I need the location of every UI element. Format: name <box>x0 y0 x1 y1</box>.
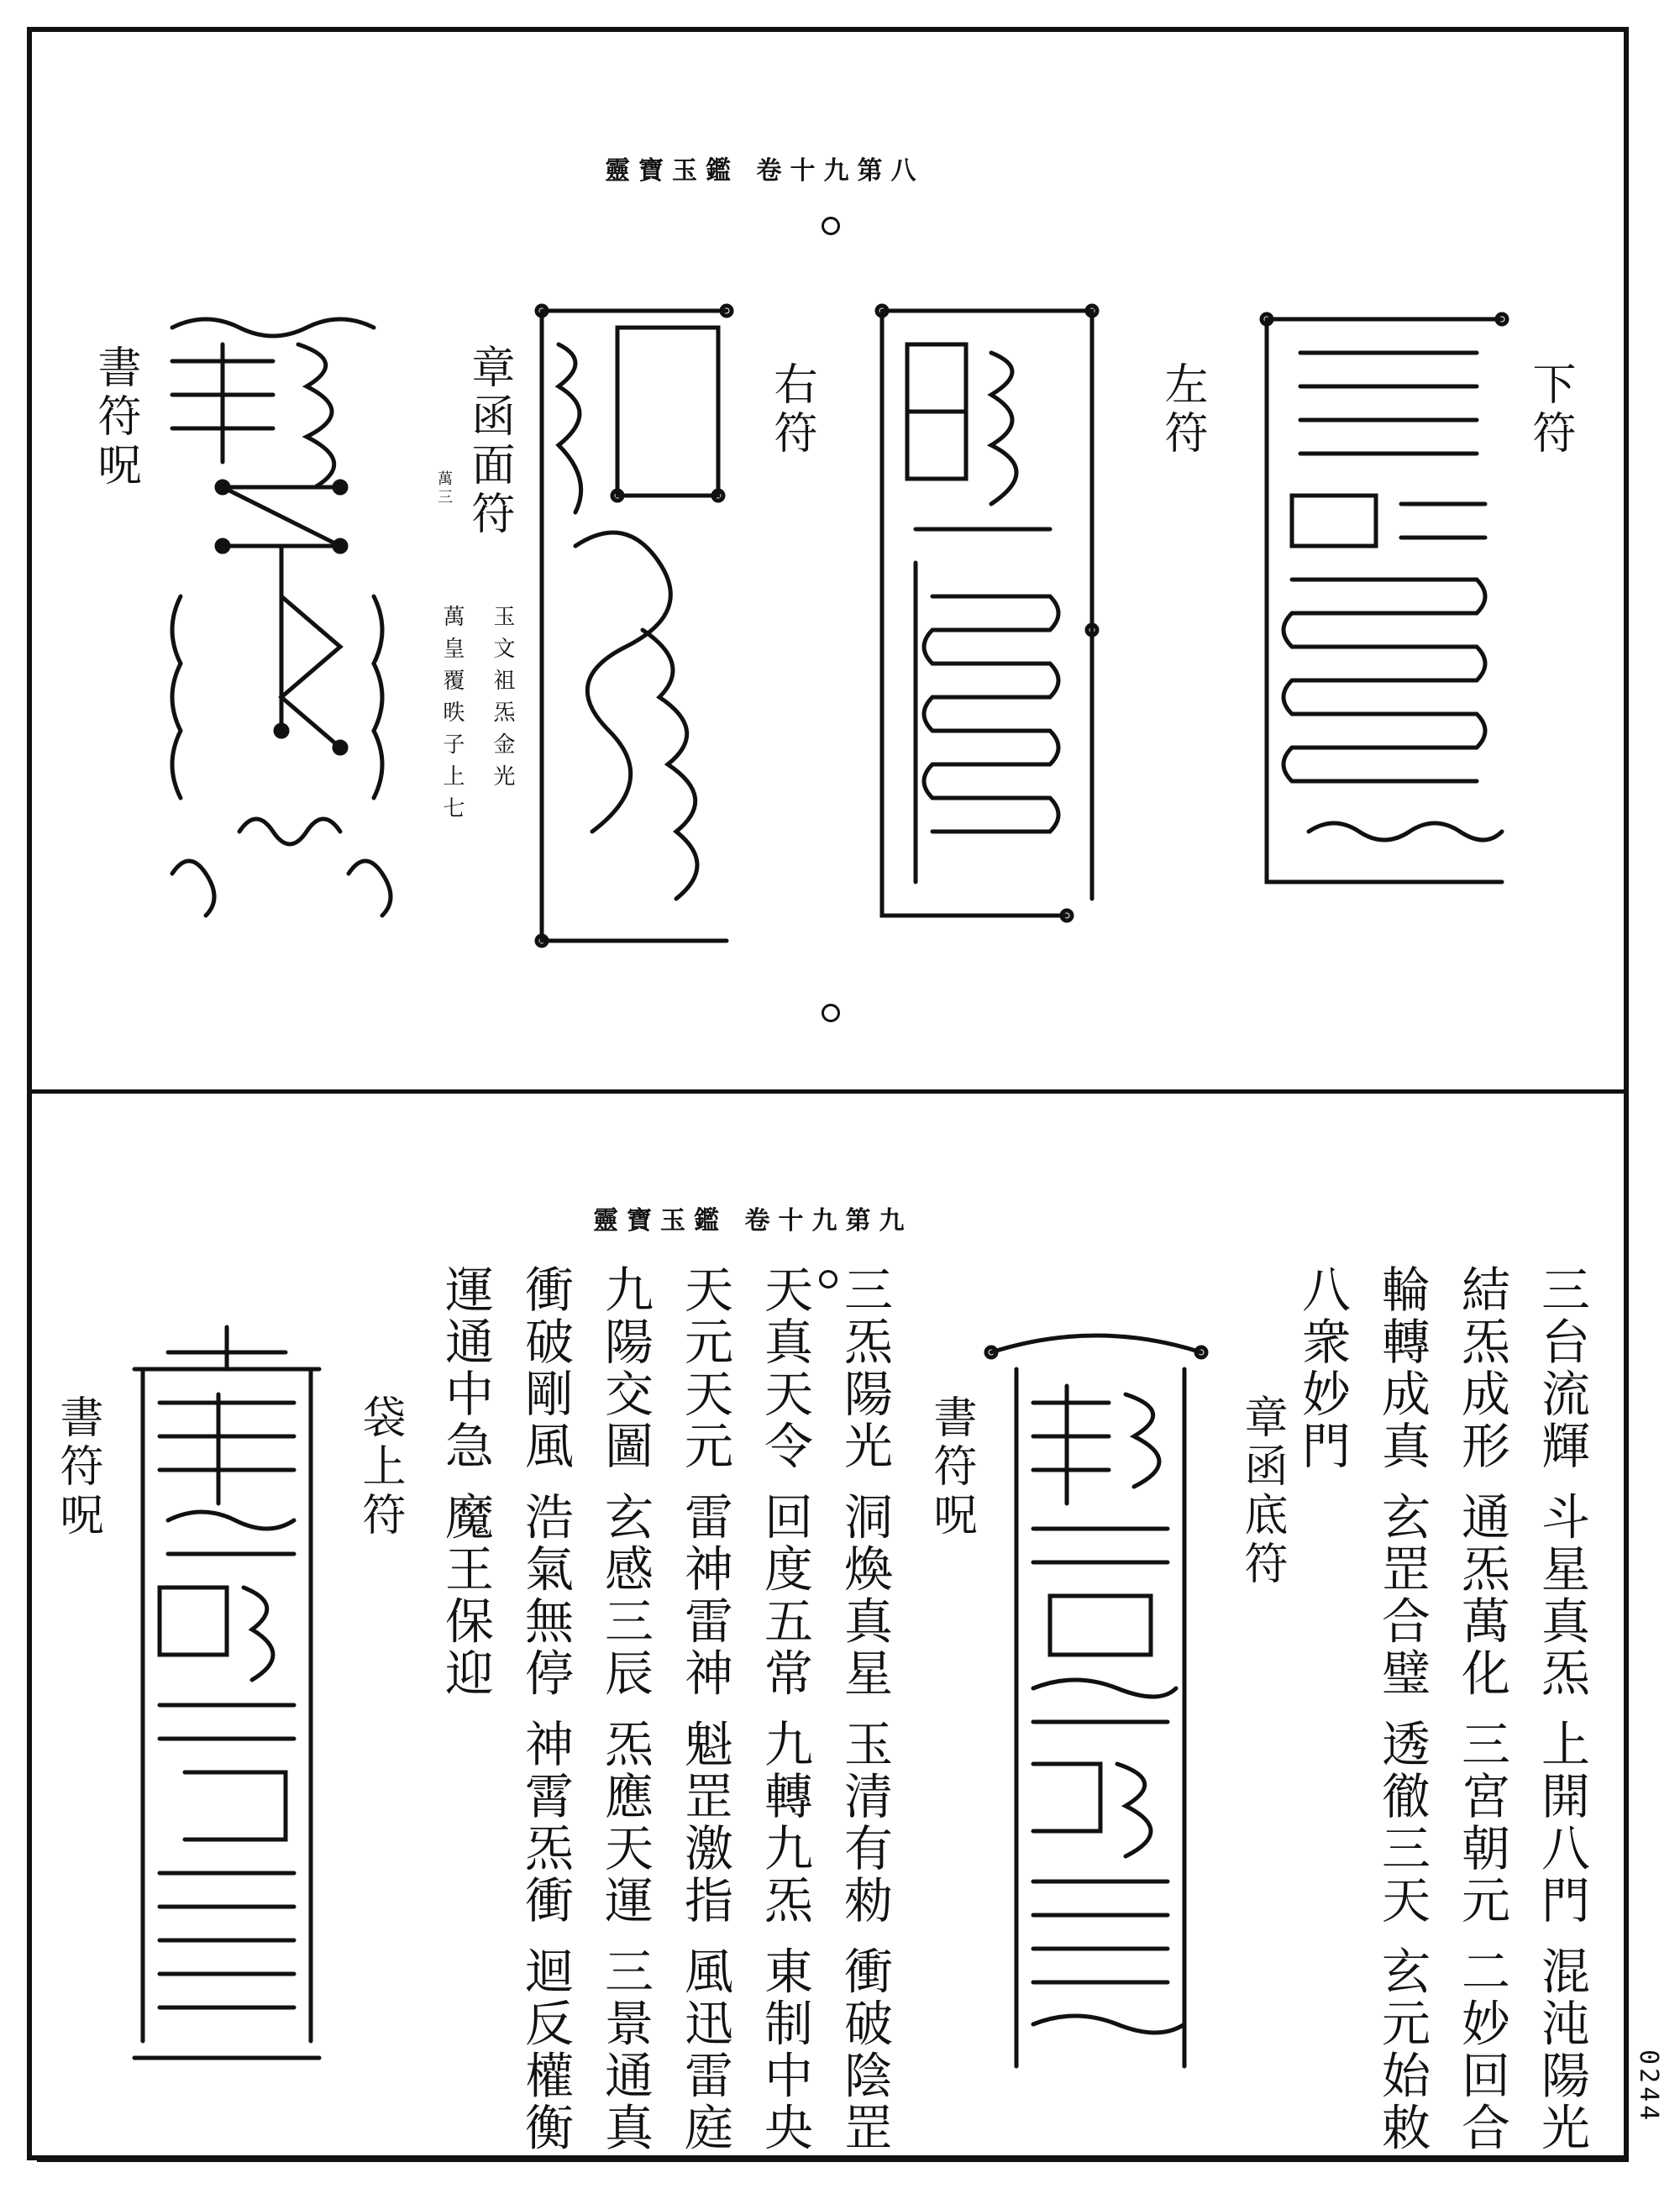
lower-talisman-label: 下符 <box>1525 361 1575 459</box>
verse-line: 衝破剛風 浩氣無停 神霄炁衝 迴反權衡 <box>517 1264 574 2154</box>
binding-ring-icon <box>819 1270 837 1288</box>
verse-line: 九陽交圖 玄感三辰 炁應天運 三景通真 <box>596 1264 654 2154</box>
chapter-face-talisman-label: 章函面符 <box>464 344 514 539</box>
top-running-header: 靈寶玉鑑 卷十九第八 <box>605 156 925 186</box>
bag-top-talisman-label: 袋上符 <box>354 1394 405 1540</box>
binding-ring-icon <box>822 217 840 235</box>
chapter-face-inscription-1: 玉文祖炁金光 <box>490 605 515 796</box>
verse-line: 運通中急 魔王保迎 <box>437 1264 494 1700</box>
verse-line: 天真天令 回度五常 九轉九炁 東制中央 <box>756 1264 813 2154</box>
verse-line: 結炁成形 通炁萬化 三宮朝元 二妙回合 <box>1453 1264 1510 2154</box>
bag-top-talisman-figure <box>118 1319 336 2100</box>
spell-talisman-figure-top <box>155 294 399 949</box>
verse-line: 八衆妙門 <box>1294 1264 1351 1472</box>
left-talisman-figure <box>865 294 1100 932</box>
verse-line: 三炁陽光 洞煥真星 玉清有勑 衝破陰罡 <box>836 1264 893 2154</box>
right-talisman-figure <box>525 294 743 958</box>
page-number: 0244 <box>1634 2049 1663 2124</box>
verse-line: 天元天元 雷神雷神 魁罡激指 風迅雷庭 <box>676 1264 733 2154</box>
lower-talisman-figure <box>1250 294 1510 949</box>
bottom-running-header: 靈寶玉鑑 卷十九第九 <box>593 1206 913 1236</box>
chapter-face-inscription-2: 萬皇覆昳子上七 <box>439 605 465 828</box>
right-talisman-label: 右符 <box>766 361 816 459</box>
verse-line: 三台流輝 斗星真炁 上開八門 混沌陽光 <box>1533 1264 1590 2154</box>
chapter-bottom-talisman-label: 章函底符 <box>1236 1394 1287 1589</box>
spell-label-bottom-b: 書符呪 <box>52 1394 102 1540</box>
chapter-face-note: 萬三 <box>435 470 453 507</box>
spell-label-bottom-a: 書符呪 <box>926 1394 976 1540</box>
page-divider <box>27 1089 1629 1094</box>
spell-label-top: 書符呪 <box>90 344 140 491</box>
binding-ring-icon <box>822 1004 840 1022</box>
left-talisman-label: 左符 <box>1157 361 1207 459</box>
chapter-bottom-talisman-figure <box>983 1327 1210 2100</box>
verse-line: 輪轉成真 玄罡合璧 透徹三天 玄元始敕 <box>1373 1264 1431 2154</box>
